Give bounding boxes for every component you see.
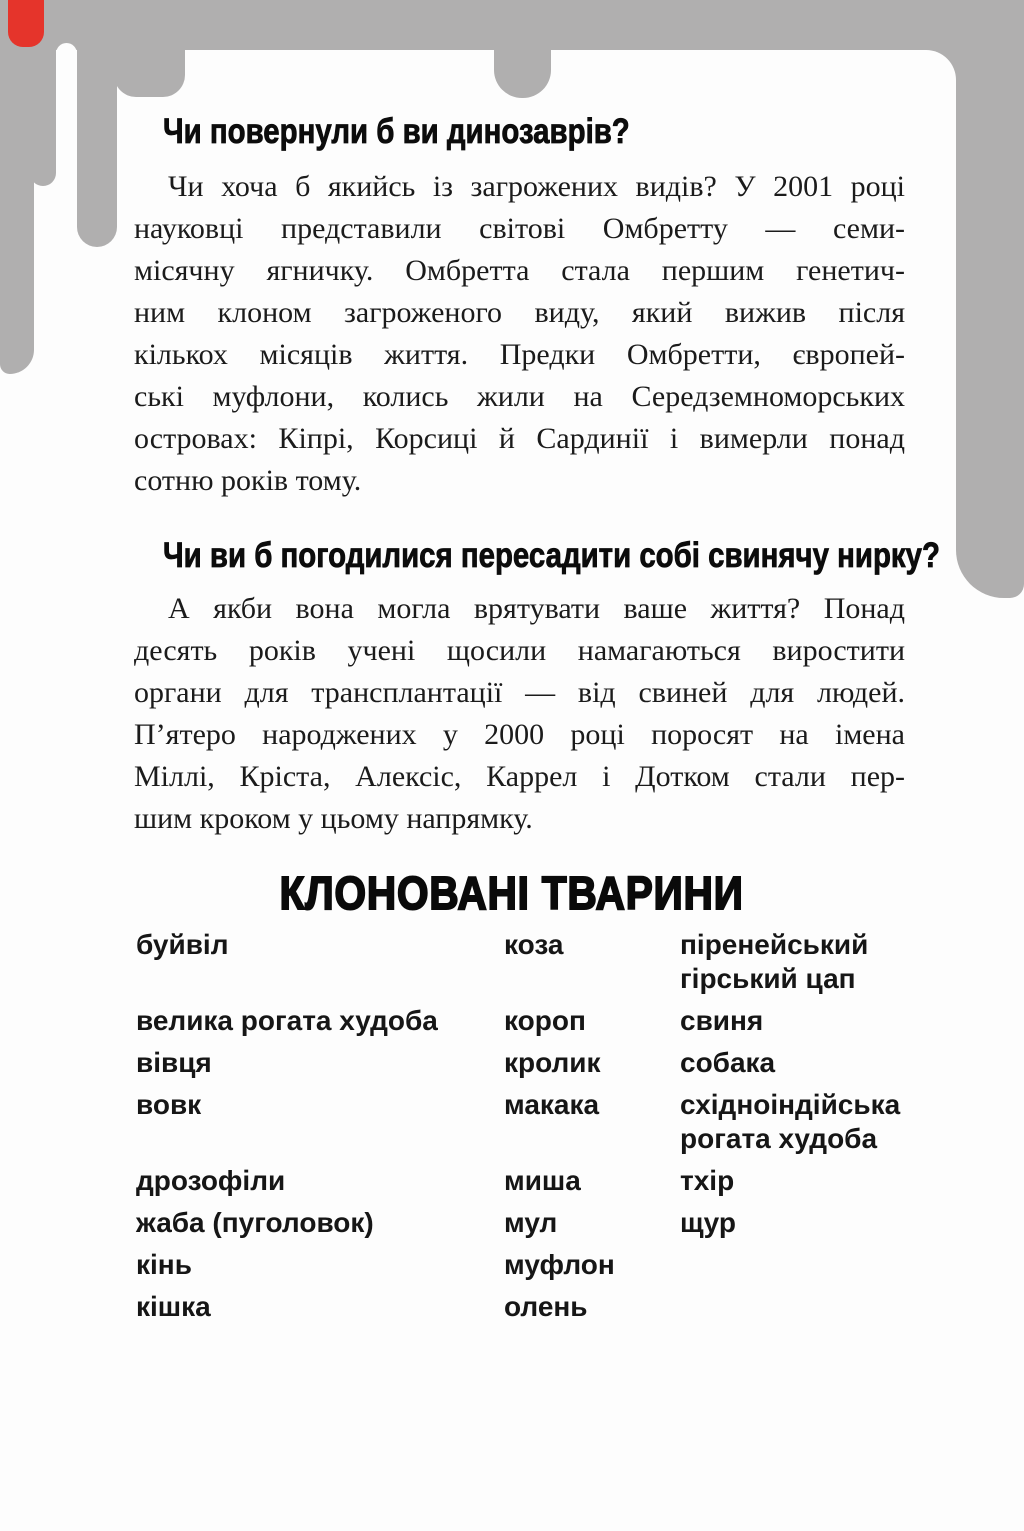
animal-item: кролик [504, 1047, 601, 1078]
section-heading-dinosaurs [163, 112, 719, 152]
slime-drip-left-long [0, 0, 34, 374]
animal-item: собака [680, 1047, 776, 1078]
paragraph-line: Міллі, Кріста, Алексіс, Каррел і Дотком стали пер- [134, 760, 905, 793]
paragraph-line: ним клоном загроженого виду, який вижив після [134, 296, 905, 329]
paragraph-line: ські муфлони, колись жили на Середземноморських [134, 380, 905, 413]
animal-item: східноіндійська рогата худоба [680, 1089, 901, 1154]
paragraph-line: А якби вона могла врятувати ваше життя? Понад [168, 592, 905, 625]
animal-item: велика рогата худоба [136, 1005, 438, 1036]
paragraph-line: островах: Кіпрі, Корсиці й Сардинії і вимерли понад [134, 422, 905, 455]
animal-item: тхір [680, 1165, 735, 1196]
animal-item: мул [504, 1207, 558, 1238]
red-drip-accent [8, 0, 44, 47]
cloned-animals-list [136, 928, 936, 1324]
animal-item: макака [504, 1089, 600, 1120]
animal-item: жаба (пуголовок) [136, 1207, 374, 1238]
slime-drip-center [494, 0, 551, 98]
animal-item: буйвіл [136, 929, 229, 960]
animal-item: короп [504, 1005, 586, 1036]
paragraph-line: П’ятеро народжених у 2000 році поросят на імена [134, 718, 905, 751]
paragraph-pig-kidney [134, 588, 905, 840]
paragraph-line: науковці представили світові Омбретту — семи- [134, 212, 905, 245]
paragraph-line: місячну ягничку. Омбретта стала першим генетич- [134, 254, 905, 287]
animal-item: олень [504, 1291, 588, 1322]
section-heading-pig-kidney-text: Чи ви б погодилися пересадити собі свинячу нирку? [163, 536, 940, 575]
animal-item: миша [504, 1165, 581, 1196]
animal-item [680, 1290, 936, 1324]
animal-item [680, 1248, 936, 1282]
paragraph-dinosaurs [134, 166, 905, 502]
animal-item: кінь [136, 1249, 192, 1280]
paragraph-line: сотню років тому. [134, 464, 362, 497]
list-title-text: КЛОНОВАНІ ТВАРИНИ [279, 867, 745, 919]
paragraph-line: органи для трансплантації — від свиней для людей. [134, 676, 905, 709]
section-heading-pig-kidney [163, 536, 1024, 576]
animal-item: вівця [136, 1047, 212, 1078]
animal-item: кішка [136, 1291, 211, 1322]
slime-column-right [956, 0, 1024, 598]
paragraph-line: кількох місяців життя. Предки Омбретти, європей- [134, 338, 905, 371]
animal-item: коза [504, 929, 564, 960]
animal-item: щур [680, 1207, 736, 1238]
slime-drip-left-wide [114, 0, 185, 97]
animal-item: дрозофіли [136, 1165, 286, 1196]
slime-drip-left-mid [77, 0, 117, 247]
list-title-cloned-animals [0, 868, 1024, 918]
paragraph-line: десять років учені щосили намагаються виростити [134, 634, 905, 667]
slime-gap-strip [56, 43, 77, 383]
section-heading-dinosaurs-text: Чи повернули б ви динозаврів? [163, 112, 630, 151]
animal-item: муфлон [504, 1249, 615, 1280]
animal-item: піренейський гірський цап [680, 929, 869, 994]
animal-item: свиня [680, 1005, 764, 1036]
animal-item: вовк [136, 1089, 202, 1120]
paragraph-line: шим кроком у цьому напрямку. [134, 802, 533, 835]
paragraph-line: Чи хоча б якийсь із загрожених видів? У 2001 році [168, 170, 905, 203]
